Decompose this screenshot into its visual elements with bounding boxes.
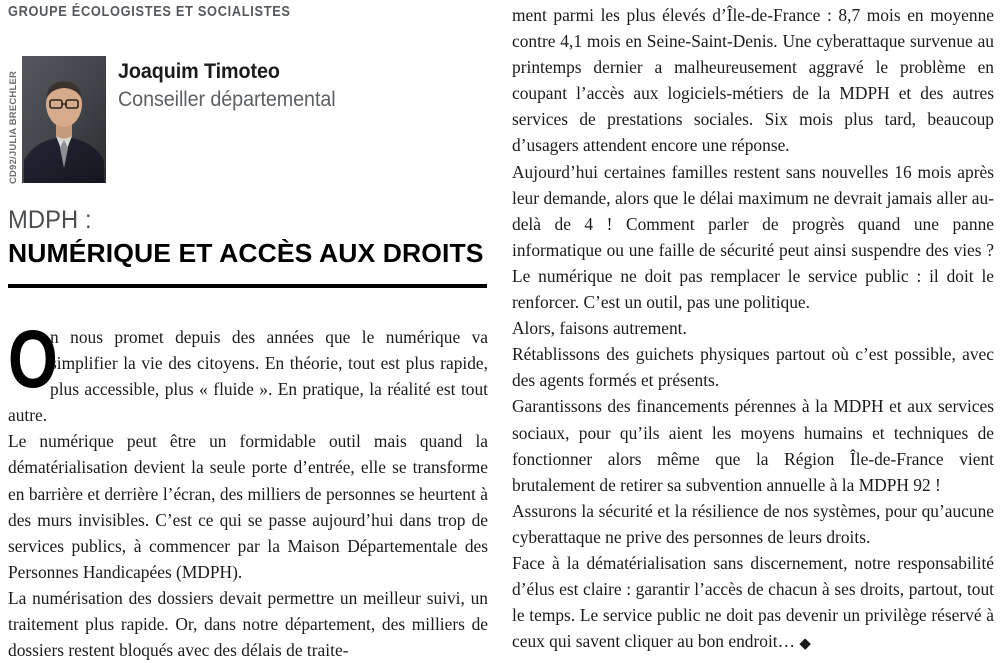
paragraph: Le numérique peut être un formidable outil mais quand la dématérialisation devient la seule porte d’entrée, elle se transforme en barrière et derrière l’écran, des milliers de personnes se heurtent à des murs invisibles. C’est ce qui se passe aujourd’hui dans trop de services publics, à commencer par la Maison Départementale des Personnes Handicapées (MDPH). <box>8 431 488 582</box>
author-role: Conseiller départemental <box>118 88 336 111</box>
group-header: GROUPE ÉCOLOGISTES ET SOCIALISTES <box>8 4 291 20</box>
article-column-right <box>512 2 994 654</box>
headline-rule <box>8 284 487 288</box>
author-block <box>8 52 488 190</box>
paragraph: Aujourd’hui certaines familles restent sans nouvelles 16 mois après leur demande, alors que le délai maximum ne devrait jamais aller au-delà de 4 ! Comment parler de progrès quand une panne informatique ou une faille de sécurité peut ainsi suspendre des vies ? Le numérique ne doit pas remplacer le service public : il doit le renforcer. C’est un outil, pas une politique. <box>512 161 994 313</box>
author-name: Joaquim Timoteo <box>118 60 280 83</box>
paragraph <box>8 314 488 428</box>
paragraph-text: n nous promet depuis des années que le numérique va simplifier la vie des citoyens. En théorie, tout est plus rapide, plus accessible, plus « fluide ». En pratique, la réalité est tout autre. <box>8 327 488 426</box>
end-mark-icon: ◆ <box>799 634 811 653</box>
paragraph: Alors, faisons autrement. <box>512 318 687 339</box>
avatar <box>22 56 106 183</box>
headline-kicker: MDPH : <box>8 206 92 234</box>
page-title: NUMÉRIQUE ET ACCÈS AUX DROITS <box>8 238 484 268</box>
paragraph-final <box>512 550 994 654</box>
paragraph: Rétablissons des guichets physiques partout où c’est possible, avec des agents formés et présents. <box>512 344 994 391</box>
drop-cap: O <box>8 314 58 405</box>
paragraph: Assurons la sécurité et la résilience de nos systèmes, pour qu’aucune cyberattaque ne prive des personnes de leurs droits. <box>512 500 994 547</box>
paragraph: La numérisation des dossiers devait permettre un meilleur suivi, un traitement plus rapide. Or, dans notre département, des milliers de dossiers restent bloqués avec des délais de traite- <box>8 587 488 661</box>
photo-credit-label: CD92/JULIA BRECHLER <box>8 70 19 184</box>
paragraph: Garantissons des financements pérennes à la MDPH et aux services sociaux, pour qu’ils aient les moyens humains et techniques de fonctionner alors même que la Région Île-de-France vient brutalement de retirer sa subvention annuelle à la MDPH 92 ! <box>512 396 994 495</box>
paragraph-text: Face à la dématérialisation sans discernement, notre responsabilité d’élus est claire : garantir l’accès de chacun à ses droits, partout, tout le temps. Le service public ne doit pas devenir un privilège réservé à ceux qui savent cliquer au bon endroit… <box>512 552 994 652</box>
article-column-left <box>8 314 488 663</box>
paragraph: ment parmi les plus élevés d’Île-de-France : 8,7 mois en moyenne contre 4,1 mois en Seine-Saint-Denis. Une cyberattaque survenue au printemps dernier a malheureusement aggravé le problème en coupant l’accès aux logiciels-métiers de la MDPH et des autres services de prestations sociales. Six mois plus tard, beaucoup d’usagers attendent encore une réponse. <box>512 5 994 156</box>
